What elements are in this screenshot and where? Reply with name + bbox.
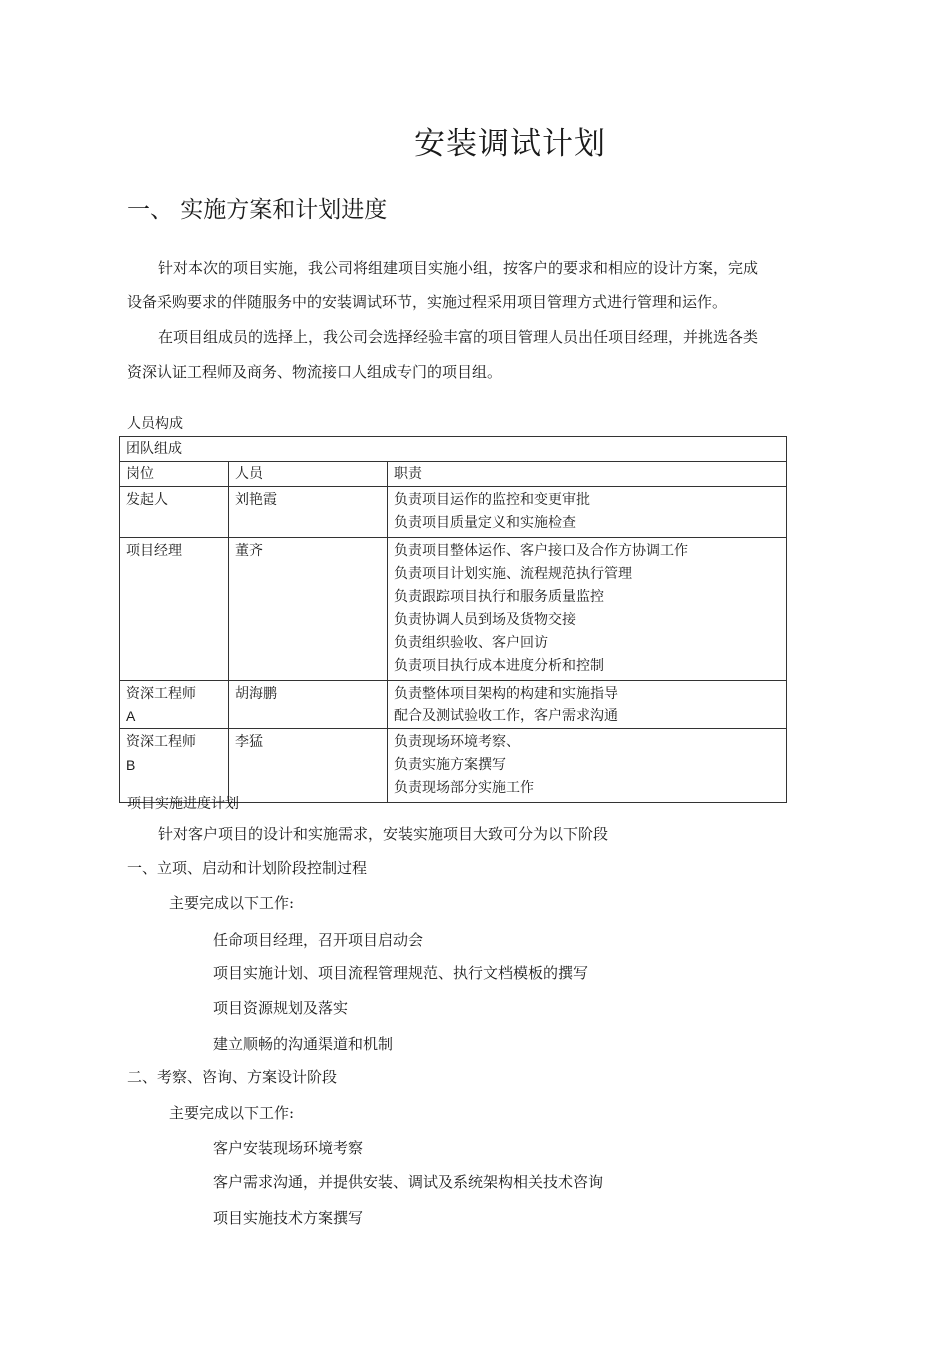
phase-lead: 主要完成以下工作:	[169, 1104, 295, 1122]
duty-item: 负责跟踪项目执行和服务质量监控	[394, 589, 604, 605]
table-header-row	[120, 462, 787, 487]
phase-lead: 主要完成以下工作:	[169, 894, 295, 912]
duty-item: 负责项目运作的监控和变更审批	[394, 492, 590, 508]
document-title: 安装调试计划	[414, 126, 606, 162]
duty-item: 配合及测试验收工作，客户需求沟通	[394, 708, 618, 724]
table-row	[120, 729, 787, 803]
paragraph-line: 针对本次的项目实施，我公司将组建项目实施小组，按客户的要求和相应的设计方案，完成	[158, 259, 759, 277]
person-cell: 李猛	[229, 729, 388, 803]
list-item: 项目资源规划及落实	[213, 999, 349, 1017]
role-suffix: A	[126, 708, 136, 724]
person-cell: 胡海鹏	[229, 681, 388, 729]
duty-item: 负责项目执行成本进度分析和控制	[394, 658, 604, 674]
duties-cell	[388, 538, 787, 681]
duties-cell	[388, 729, 787, 803]
staff-label: 人员构成	[127, 416, 183, 432]
progress-intro: 针对客户项目的设计和实施需求，安装实施项目大致可分为以下阶段	[158, 825, 609, 843]
role-text: 发起人	[126, 492, 168, 508]
role-text: 资深工程师	[126, 734, 196, 750]
table-title: 团队组成	[120, 437, 787, 462]
table-row	[120, 487, 787, 538]
duty-item: 负责现场环境考察、	[394, 734, 520, 750]
header-role: 岗位	[120, 462, 229, 487]
paragraph-line: 设备采购要求的伴随服务中的安装调试环节，实施过程采用项目管理方式进行管理和运作。	[127, 293, 728, 311]
list-item: 客户安装现场环境考察	[213, 1139, 364, 1157]
list-item: 任命项目经理，召开项目启动会	[213, 931, 424, 949]
role-cell	[120, 487, 229, 538]
phase-title: 一、立项、启动和计划阶段控制过程	[127, 859, 368, 877]
person-cell: 董齐	[229, 538, 388, 681]
duties-cell	[388, 487, 787, 538]
duty-item: 负责实施方案撰写	[394, 757, 506, 773]
role-suffix: B	[126, 757, 136, 773]
duty-item: 负责协调人员到场及货物交接	[394, 612, 576, 628]
duties-cell	[388, 681, 787, 729]
duty-item: 负责组织验收、客户回访	[394, 635, 548, 651]
list-item: 项目实施计划、项目流程管理规范、执行文档模板的撰写	[213, 964, 589, 982]
table-row	[120, 681, 787, 729]
phase-title: 二、考察、咨询、方案设计阶段	[127, 1068, 338, 1086]
role-cell	[120, 729, 229, 803]
list-item: 客户需求沟通，并提供安装、调试及系统架构相关技术咨询	[213, 1173, 604, 1191]
role-text: 项目经理	[126, 543, 182, 559]
table-row	[120, 538, 787, 681]
progress-label: 项目实施进度计划	[127, 796, 239, 812]
team-table	[119, 436, 787, 803]
duty-item: 负责项目整体运作、客户接口及合作方协调工作	[394, 543, 688, 559]
role-cell	[120, 538, 229, 681]
paragraph-line: 资深认证工程师及商务、物流接口人组成专门的项目组。	[127, 363, 503, 381]
duty-item: 负责现场部分实施工作	[394, 780, 534, 796]
section-heading: 一、 实施方案和计划进度	[127, 197, 388, 223]
role-cell	[120, 681, 229, 729]
duty-item: 负责项目质量定义和实施检查	[394, 515, 576, 531]
duty-item: 负责项目计划实施、流程规范执行管理	[394, 566, 632, 582]
role-text: 资深工程师	[126, 686, 196, 702]
header-person: 人员	[229, 462, 388, 487]
list-item: 建立顺畅的沟通渠道和机制	[213, 1035, 394, 1053]
paragraph-line: 在项目组成员的选择上，我公司会选择经验丰富的项目管理人员出任项目经理，并挑选各类	[158, 328, 759, 346]
list-item: 项目实施技术方案撰写	[213, 1209, 364, 1227]
header-duties: 职责	[388, 462, 787, 487]
person-cell: 刘艳霞	[229, 487, 388, 538]
duty-item: 负责整体项目架构的构建和实施指导	[394, 686, 618, 702]
